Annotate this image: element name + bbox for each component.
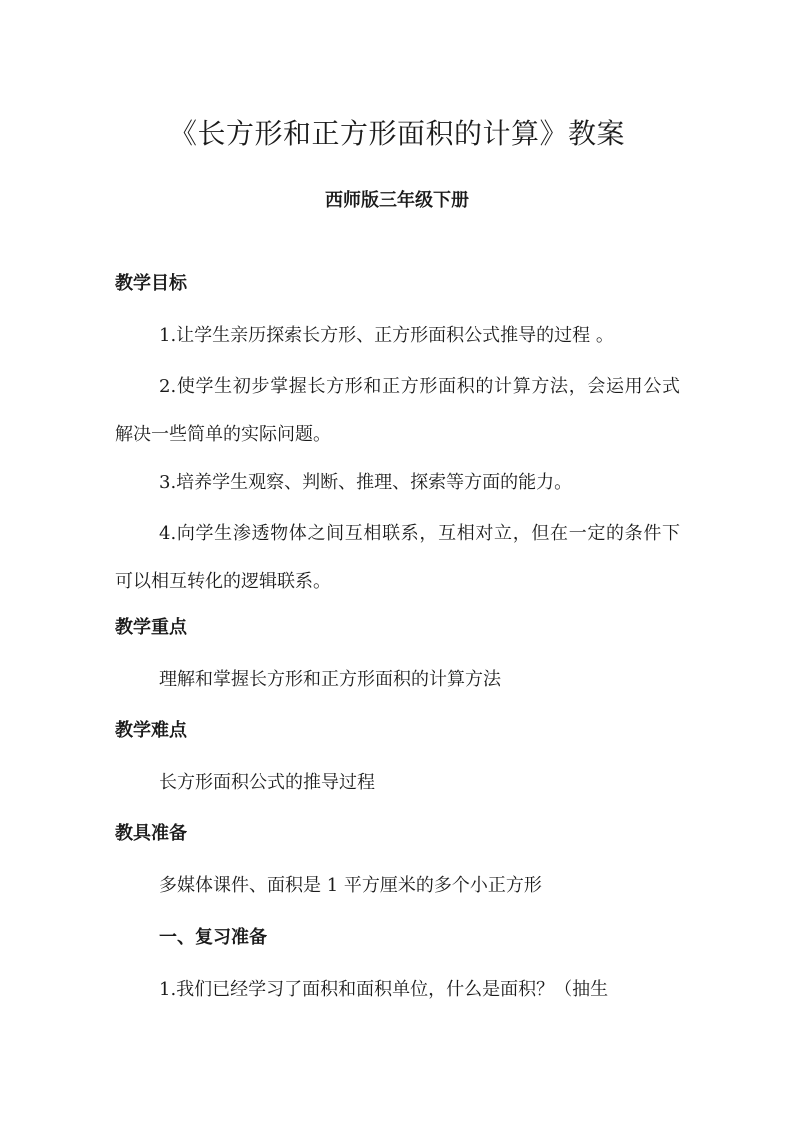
objective-item: 4.向学生渗透物体之间互相联系，互相对立，但在一定的条件下可以相互转化的逻辑联系。: [115, 523, 680, 592]
review-heading: 一、复习准备: [159, 927, 267, 948]
key-points-text: 理解和掌握长方形和正方形面积的计算方法: [159, 669, 501, 690]
objective-item: 1.让学生亲历探索长方形、正方形面积公式推导的过程 。: [159, 325, 614, 346]
objective-item: 2.使学生初步掌握长方形和正方形面积的计算方法，会运用公式解决一些简单的实际问题。: [115, 376, 680, 445]
key-points-heading: 教学重点: [115, 617, 187, 638]
document-title: 《长方形和正方形面积的计算》教案: [168, 117, 625, 150]
document-subtitle: 西师版三年级下册: [325, 190, 469, 211]
tools-text: 多媒体课件、面积是 1 平方厘米的多个小正方形: [159, 875, 542, 896]
objectives-heading: 教学目标: [115, 273, 187, 294]
difficulty-text: 长方形面积公式的推导过程: [159, 772, 375, 793]
tools-heading: 教具准备: [115, 823, 187, 844]
review-text: 1.我们已经学习了面积和面积单位，什么是面积？（抽生: [159, 979, 609, 1000]
objective-item: 3.培养学生观察、判断、推理、探索等方面的能力。: [159, 472, 573, 493]
difficulty-heading: 教学难点: [115, 720, 187, 741]
